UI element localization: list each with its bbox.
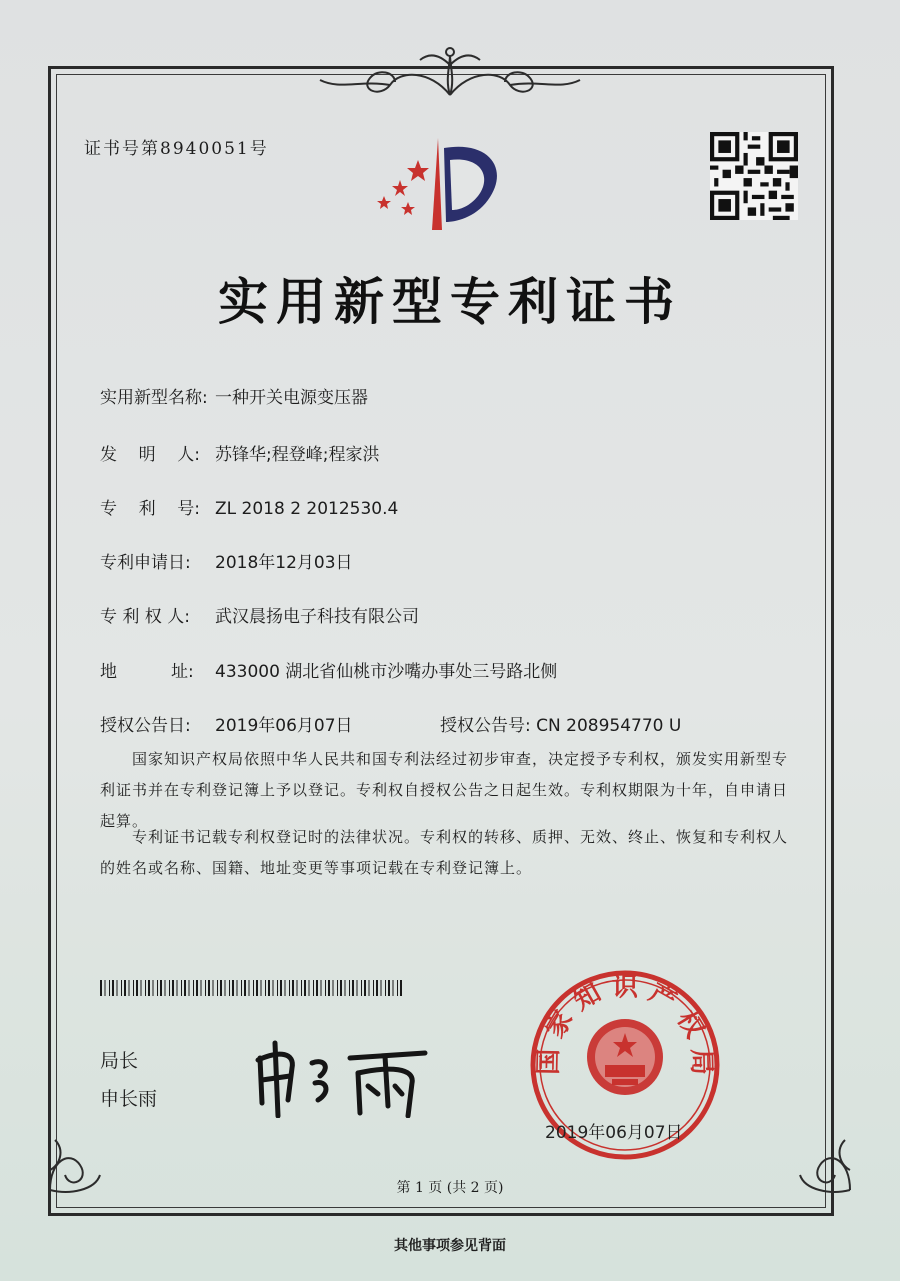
field-value: 2018年12月03日 — [215, 553, 353, 573]
field-announcement-number — [440, 711, 681, 736]
field-utility-model-name — [100, 383, 368, 408]
field-label: 发 明 人: — [100, 445, 200, 465]
field-value: 苏锋华;程登峰;程家洪 — [215, 445, 380, 465]
field-value: 一种开关电源变压器 — [215, 388, 368, 408]
field-grant-date — [100, 711, 353, 736]
director-signature-icon — [240, 1028, 440, 1118]
field-label: 授权公告号: — [440, 716, 531, 736]
field-value: CN 208954770 U — [536, 716, 682, 736]
field-label: 专利申请日: — [100, 553, 191, 573]
certificate-title: 实用新型专利证书 — [218, 273, 682, 331]
paragraph-legal-status: 专利证书记载专利权登记时的法律状况。专利权的转移、质押、无效、终止、恢复和专利权人的姓名或名称、国籍、地址变更等事项记载在专利登记簿上。 — [100, 828, 789, 877]
barcode-icon — [100, 980, 402, 996]
footer-note: 其他事项参见背面 — [394, 1238, 506, 1254]
page-number: 第 1 页 (共 2 页) — [396, 1180, 504, 1196]
field-address — [100, 657, 557, 682]
field-value: 武汉晨扬电子科技有限公司 — [215, 607, 419, 627]
field-value: 2019年06月07日 — [215, 716, 353, 736]
top-ornament-icon — [300, 40, 600, 100]
field-label: 授权公告日: — [100, 716, 191, 736]
field-label: 专 利 号: — [100, 499, 200, 519]
field-value: ZL 2018 2 2012530.4 — [215, 499, 399, 519]
field-application-date — [100, 548, 353, 573]
qr-code-icon — [710, 132, 798, 220]
seal-date: 2019年06月07日 — [545, 1123, 683, 1143]
field-patent-number — [100, 494, 398, 519]
paragraph-grant-statement: 国家知识产权局依照中华人民共和国专利法经过初步审查，决定授予专利权，颁发实用新型专利证书并在专利登记簿上予以登记。专利权自授权公告之日起生效。专利权期限为十年，自申请日起算。 — [100, 750, 789, 830]
field-inventors — [100, 440, 379, 465]
certificate-number: 证书号第8940051号 — [84, 139, 269, 159]
field-value: 433000 湖北省仙桃市沙嘴办事处三号路北侧 — [215, 662, 558, 682]
field-patentee — [100, 602, 419, 627]
patent-office-emblem-icon — [370, 130, 520, 240]
field-label: 专 利 权 人: — [100, 607, 190, 627]
field-label: 实用新型名称: — [100, 388, 208, 408]
director-title: 局长 — [100, 1050, 139, 1072]
seal-text: 国 家 知 识 产 权 局 — [533, 972, 717, 1076]
director-name: 申长雨 — [100, 1088, 158, 1110]
field-label: 地 址: — [100, 662, 194, 682]
